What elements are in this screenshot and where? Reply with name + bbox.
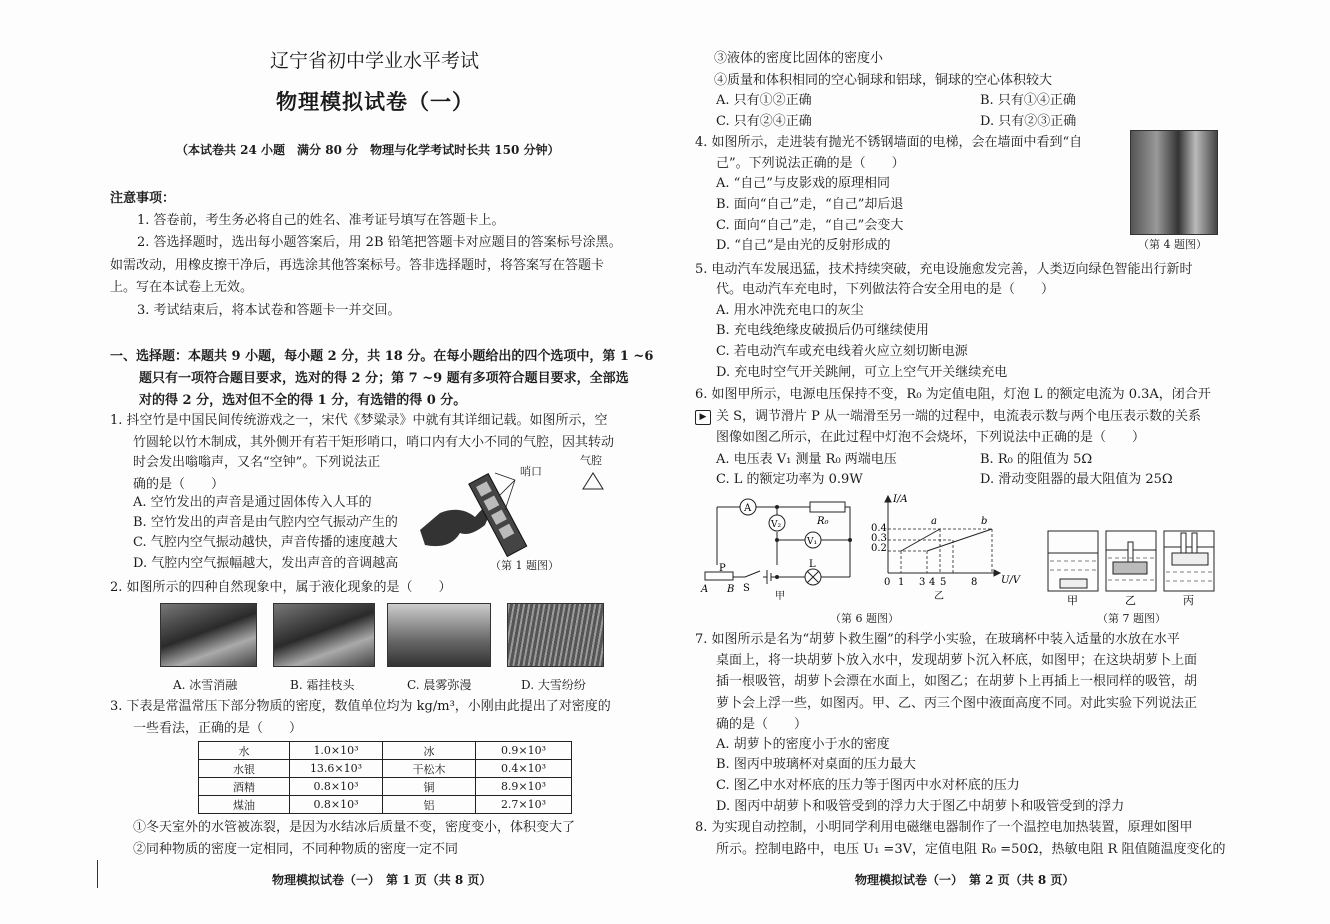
ammeter-label: A	[744, 503, 752, 514]
section-heading: 题只有一项符合题目要求，选对的得 2 分；第 7 ~9 题有多项符合题目要求，全部选	[139, 371, 629, 386]
figure-jia-label: 甲	[775, 591, 785, 602]
option: A. 用水冲洗充电口的灰尘	[716, 303, 864, 318]
end-a-label: A	[701, 584, 709, 595]
y-tick: 0.2	[871, 543, 887, 554]
question-7: 萝卜会上浮一些，如图丙。甲、乙、丙三个图中液面高度不同。对此实验下列说法正	[716, 696, 1198, 711]
option: D. 滑动变阻器的最大阻值为 25Ω	[980, 472, 1173, 487]
option: C. 气腔内空气振动越快，声音传播的速度越大	[133, 535, 398, 550]
lamp-label: L	[809, 559, 816, 570]
table-row	[199, 742, 572, 760]
question-3: 一些看法，正确的是（ ）	[133, 721, 303, 736]
figure-caption: （第 4 题图）	[1138, 238, 1207, 251]
question-6: 关 S，调节滑片 P 从一端滑至另一端的过程中，电流表示数与两个电压表示数的关系	[716, 409, 1202, 424]
question-1: 1. 抖空竹是中国民间传统游戏之一，宋代《梦粱录》中就有其详细记载。如图所示，空	[110, 413, 608, 428]
cell: 0.4×10³	[476, 760, 572, 778]
table-row	[199, 778, 572, 796]
cup-label: 乙	[1125, 594, 1136, 607]
point-a-label: a	[931, 516, 937, 527]
page-footer: 物理模拟试卷（一） 第 1 页（共 8 页）	[272, 873, 492, 887]
x-tick: 3	[919, 577, 926, 588]
option: D. “自己”是由光的反射形成的	[716, 238, 891, 253]
option: D. 气腔内空气振幅越大，发出声音的音调越高	[133, 556, 399, 571]
figure-yi-label: 乙	[934, 591, 944, 602]
question-1: 确的是（ ）	[133, 477, 225, 492]
figure-caption: （第 1 题图）	[490, 559, 559, 572]
x-tick: 4	[929, 577, 936, 588]
section-heading: 对的得 2 分，选对但不全的得 1 分，有选错的得 0 分。	[139, 393, 467, 408]
v2-label: V₂	[771, 520, 782, 530]
table-row	[199, 760, 572, 778]
figure-caption: （第 6 题图）	[830, 612, 899, 625]
y-axis-label: I/A	[893, 494, 908, 505]
cell: 铜	[383, 778, 476, 796]
cavity-label: 气腔	[580, 454, 602, 467]
cell: 干松木	[383, 760, 476, 778]
image-label: B. 霜挂枝头	[290, 678, 355, 692]
question-7: 桌面上，将一块胡萝卜放入水中，发现胡萝卜沉入杯底，如图甲；在这块胡萝卜上面	[716, 653, 1198, 668]
y-tick: 0.4	[871, 523, 887, 534]
option: B. 只有①④正确	[980, 93, 1076, 108]
question-6: 图像如图乙所示，在此过程中灯泡不会烧坏，下列说法中正确的是（ ）	[716, 430, 1146, 445]
notice-item: 3. 考试结束后，将本试卷和答题卡一并交回。	[137, 303, 401, 318]
cup-label: 甲	[1067, 594, 1078, 607]
statement: ④质量和体积相同的空心铜球和铝球，铜球的空心体积较大	[714, 73, 1053, 88]
option: C. L 的额定功率为 0.9W	[716, 472, 863, 487]
whistle-label: 哨口	[520, 465, 542, 478]
cup-label: 丙	[1183, 594, 1194, 607]
image-label: C. 晨雾弥漫	[407, 678, 472, 692]
question-7: 7. 如图所示是名为“胡萝卜救生圈”的科学小实验，在玻璃杯中装入适量的水放在水平	[695, 632, 1180, 647]
point-b-label: b	[981, 516, 988, 527]
y-tick: 0.3	[871, 533, 887, 544]
photo-frost	[273, 603, 375, 667]
table-row	[199, 796, 572, 814]
option: A. “自己”与皮影戏的原理相同	[716, 176, 890, 191]
statement: ①冬天室外的水管被冻裂，是因为水结冰后质量不变，密度变小，体积变大了	[133, 820, 576, 835]
v1-label: V₁	[807, 537, 818, 547]
option: C. 图乙中水对杯底的压力等于图丙中水对杯底的压力	[716, 778, 1020, 793]
option: A. 胡萝卜的密度小于水的密度	[716, 737, 890, 752]
current-voltage-graph	[868, 493, 1028, 608]
end-b-label: B	[727, 584, 735, 595]
question-1: 时会发出嗡嗡声，又名“空钟”。下列说法正	[133, 455, 381, 470]
statement: ②同种物质的密度一定相同，不同种物质的密度一定不同	[133, 842, 459, 857]
question-5: 代。电动汽车充电时，下列做法符合安全用电的是（ ）	[716, 282, 1055, 297]
photo-fog	[387, 603, 491, 667]
page-footer: 物理模拟试卷（一） 第 2 页（共 8 页）	[855, 873, 1075, 887]
paper-info: （本试卷共 24 小题 满分 80 分 物理与化学考试时长共 150 分钟）	[176, 143, 560, 157]
cell: 0.8×10³	[290, 796, 383, 814]
switch-label: S	[743, 583, 750, 594]
cell: 8.9×10³	[476, 778, 572, 796]
density-table	[198, 741, 572, 814]
cell: 13.6×10³	[290, 760, 383, 778]
option: C. 若电动汽车或充电线着火应立刻切断电源	[716, 344, 968, 359]
section-heading: 一、选择题：本题共 9 小题，每小题 2 分，共 18 分。在每小题给出的四个选项中，第 1 ~6	[110, 349, 654, 364]
option: B. R₀ 的阻值为 5Ω	[980, 452, 1093, 467]
notice-item: 上。写在本试卷上无效。	[110, 280, 254, 295]
notice-item: 1. 答卷前，考生务必将自己的姓名、准考证号填写在答题卡上。	[137, 213, 505, 228]
statement: ③液体的密度比固体的密度小	[714, 51, 884, 66]
notice-item: 如需改动，用橡皮擦干净后，再选涂其他答案标号。答非选择题时，将答案写在答题卡	[110, 258, 605, 273]
question-1: 竹圆轮以竹木制成，其外侧开有若干矩形哨口，哨口内有大小不同的气腔，因其转动	[133, 435, 615, 450]
x-tick: 8	[971, 577, 978, 588]
option: C. 只有②④正确	[716, 114, 812, 129]
cell: 铝	[383, 796, 476, 814]
notice-item: 2. 答选择题时，选出每小题答案后，用 2B 铅笔把答题卡对应题目的答案标号涂黑。	[137, 235, 622, 250]
carrot-cups-figure	[1045, 528, 1225, 608]
slider-p-label: P	[719, 563, 726, 574]
image-label: A. 冰雪消融	[173, 678, 238, 692]
cell: 煤油	[199, 796, 290, 814]
paper-title: 物理模拟试卷（一）	[276, 89, 474, 114]
guide-dashes	[888, 529, 992, 573]
photo-ice-melting	[160, 603, 257, 667]
option: D. 图丙中胡萝卜和吸管受到的浮力大于图乙中胡萝卜和吸管受到的浮力	[716, 799, 1125, 814]
cell: 酒精	[199, 778, 290, 796]
r0-label: R₀	[817, 516, 829, 527]
cell: 1.0×10³	[290, 742, 383, 760]
cell: 2.7×10³	[476, 796, 572, 814]
question-2: 2. 如图所示的四种自然现象中，属于液化现象的是（ ）	[110, 580, 452, 595]
figure-caption: （第 7 题图）	[1097, 612, 1166, 625]
option: B. 空竹发出的声音是由气腔内空气振动产生的	[133, 515, 398, 530]
x-tick: 0	[884, 577, 891, 588]
option: A. 电压表 V₁ 测量 R₀ 两端电压	[716, 452, 897, 467]
option: A. 只有①②正确	[716, 93, 812, 108]
question-6: 6. 如图甲所示，电源电压保持不变，R₀ 为定值电阻，灯泡 L 的额定电流为 0.3A，闭合开	[695, 387, 1211, 402]
exam-title: 辽宁省初中学业水平考试	[270, 50, 480, 72]
question-4: 4. 如图所示，走进装有抛光不锈钢墙面的电梯，会在墙面中看到“自	[695, 135, 1083, 150]
option: B. 面向“自己”走，“自己”却后退	[716, 197, 904, 212]
question-3: 3. 下表是常温常压下部分物质的密度，数值单位均为 kg/m³，小刚由此提出了对密度的	[110, 699, 611, 714]
option: D. 只有②③正确	[980, 114, 1077, 129]
option: A. 空竹发出的声音是通过固体传入人耳的	[133, 495, 372, 510]
cell: 冰	[383, 742, 476, 760]
image-label: D. 大雪纷纷	[521, 678, 586, 692]
video-play-icon[interactable]: ▶	[695, 410, 711, 425]
photo-snow	[507, 603, 604, 667]
photo-elevator	[1130, 130, 1218, 235]
circuit-diagram	[695, 495, 870, 605]
notice-heading: 注意事项：	[110, 191, 176, 206]
cell: 水银	[199, 760, 290, 778]
cell: 0.8×10³	[290, 778, 383, 796]
question-5: 5. 电动汽车发展迅猛，技术持续突破，充电设施愈发完善，人类迈向绿色智能出行新时	[695, 262, 1193, 277]
question-7: 插一根吸管，胡萝卜会漂在水面上，如图乙；在胡萝卜上再插上一根同样的吸管，胡	[716, 674, 1198, 689]
option: B. 充电线绝缘皮破损后仍可继续使用	[716, 323, 929, 338]
x-axis-label: U/V	[1001, 575, 1021, 586]
question-7: 确的是（ ）	[716, 717, 808, 732]
x-tick: 1	[898, 577, 905, 588]
option: D. 充电时空气开关跳闸，可立上空气开关继续充电	[716, 365, 1008, 380]
cell: 0.9×10³	[476, 742, 572, 760]
question-4: 己”。下列说法正确的是（ ）	[716, 156, 905, 171]
question-8: 8. 为实现自动控制，小明同学利用电磁继电器制作了一个温控电加热装置，原理如图甲	[695, 820, 1193, 835]
option: B. 图丙中玻璃杯对桌面的压力最大	[716, 757, 916, 772]
x-tick: 5	[940, 577, 947, 588]
question-8: 所示。控制电路中，电压 U₁ =3V，定值电阻 R₀ =50Ω，热敏电阻 R 阻值随温度变化的	[716, 842, 1226, 857]
cell: 水	[199, 742, 290, 760]
scan-edge-mark	[97, 860, 98, 888]
option: C. 面向“自己”走，“自己”会变大	[716, 218, 904, 233]
